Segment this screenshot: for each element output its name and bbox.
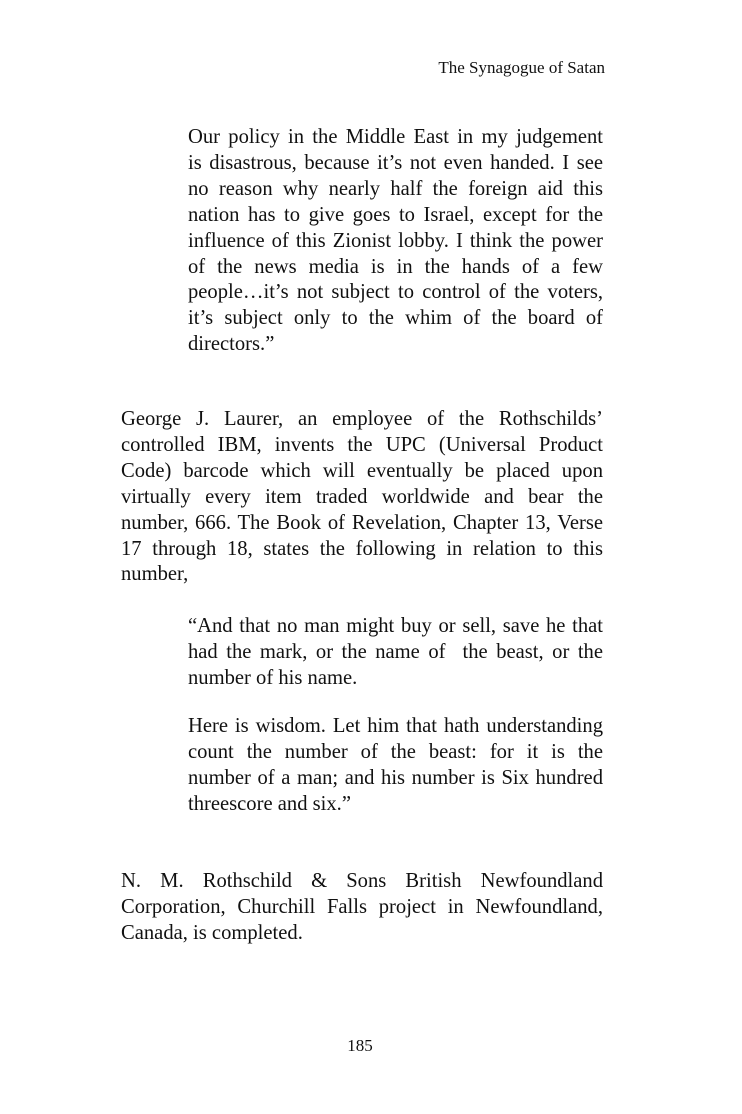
text-line: nation has to give goes to Israel, except for the (188, 203, 603, 226)
text-line: it’s subject only to the whim of the board of (188, 307, 603, 330)
text-line: Corporation, Churchill Falls project in Newfoundland, (121, 895, 603, 918)
text-line: count the number of the beast: for it is the (188, 740, 603, 763)
block-quote-revelation-17 (188, 614, 603, 692)
text-line: controlled IBM, invents the UPC (Universal Product (121, 433, 603, 456)
paragraph-churchill-falls (121, 869, 603, 947)
page-number (0, 1034, 742, 1058)
text-line: is disastrous, because it’s not even handed. I see (188, 151, 603, 174)
text-line: number of his name. (188, 666, 358, 689)
text-line: George J. Laurer, an employee of the Rothschilds’ (121, 408, 603, 430)
text-line: people…it’s not subject to control of the voters, (188, 281, 603, 304)
text-line: influence of this Zionist lobby. I think the power (188, 229, 603, 252)
text-line: number, 666. The Book of Revelation, Chapter 13, Verse (121, 511, 603, 534)
text-line: N. M. Rothschild & Sons British Newfoundland (121, 870, 603, 892)
text-line: Canada, is completed. (121, 921, 303, 944)
text-line: no reason why nearly half the foreign aid this (188, 177, 603, 200)
text-line: Here is wisdom. Let him that hath understanding (188, 715, 603, 737)
running-title: The Synagogue of Satan (438, 58, 605, 77)
text-line: had the mark, or the name of the beast, or the (188, 640, 603, 663)
text-line: number, (121, 563, 189, 586)
text-line: “And that no man might buy or sell, save he that (188, 615, 603, 637)
text-line: Code) barcode which will eventually be placed upon (121, 459, 603, 482)
page-number-text: 185 (347, 1036, 373, 1055)
block-quote-revelation-18 (188, 714, 603, 818)
text-line: 17 through 18, states the following in relation to this (121, 537, 603, 560)
text-line: directors.” (188, 333, 275, 356)
text-line: threescore and six.” (188, 792, 351, 815)
block-quote-politics (188, 125, 603, 358)
text-line: Our policy in the Middle East in my judgement (188, 126, 603, 148)
text-line: virtually every item traded worldwide and bear the (121, 485, 603, 508)
text-line: of the news media is in the hands of a few (188, 255, 603, 278)
text-line: number of a man; and his number is Six hundred (188, 766, 603, 789)
paragraph-upc-barcode (121, 407, 603, 588)
